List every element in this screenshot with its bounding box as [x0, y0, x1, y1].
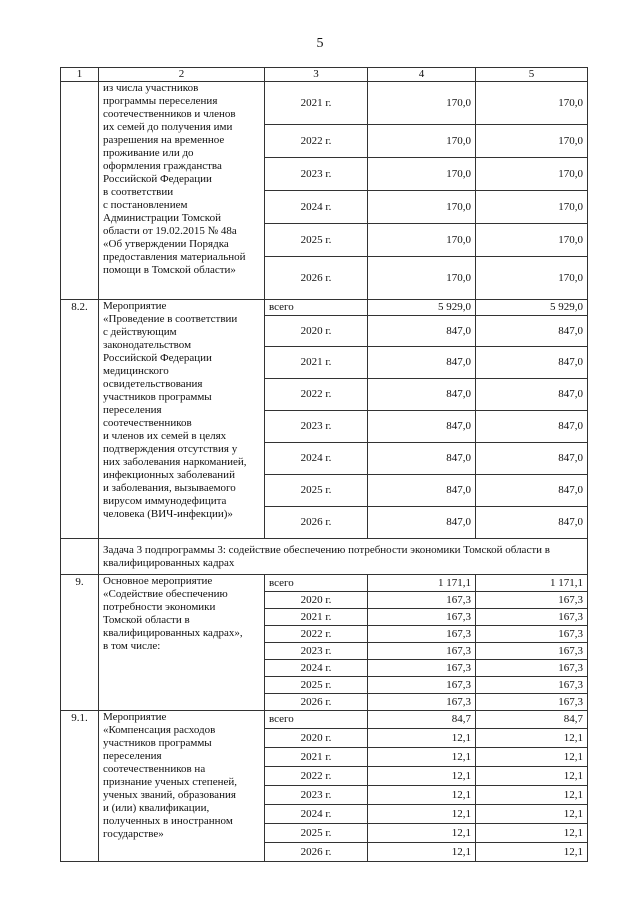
value-cell: 167,3: [476, 677, 588, 694]
value-cell: 12,1: [476, 729, 588, 748]
year-cell: 2022 г.: [265, 125, 368, 158]
table-row: [61, 575, 588, 592]
value-cell: 1 171,1: [476, 575, 588, 592]
value-cell: 170,0: [368, 125, 476, 158]
task-number: [61, 539, 99, 575]
col-header: 3: [265, 68, 368, 82]
value-cell: 167,3: [476, 694, 588, 711]
value-cell: 847,0: [476, 475, 588, 507]
value-cell: 167,3: [476, 592, 588, 609]
value-cell: 170,0: [476, 191, 588, 224]
row-number: 9.: [61, 575, 99, 711]
value-cell: 170,0: [476, 125, 588, 158]
value-cell: 5 929,0: [368, 300, 476, 316]
value-cell: 12,1: [476, 805, 588, 824]
value-cell: 167,3: [368, 626, 476, 643]
value-cell: 847,0: [368, 316, 476, 347]
col-header: 2: [99, 68, 265, 82]
value-cell: 847,0: [476, 379, 588, 411]
value-cell: 167,3: [476, 660, 588, 677]
value-cell: 84,7: [368, 711, 476, 729]
year-cell: 2025 г.: [265, 677, 368, 694]
year-cell: 2024 г.: [265, 660, 368, 677]
value-cell: 170,0: [476, 158, 588, 191]
value-cell: 847,0: [476, 443, 588, 475]
table-row: [61, 82, 588, 125]
value-cell: 847,0: [476, 411, 588, 443]
year-cell: 2021 г.: [265, 82, 368, 125]
year-cell: 2023 г.: [265, 643, 368, 660]
year-cell: 2022 г.: [265, 626, 368, 643]
year-cell: 2025 г.: [265, 475, 368, 507]
value-cell: 167,3: [368, 643, 476, 660]
col-header: 4: [368, 68, 476, 82]
value-cell: 847,0: [368, 443, 476, 475]
value-cell: 170,0: [476, 257, 588, 300]
value-cell: 167,3: [368, 609, 476, 626]
year-cell: 2025 г.: [265, 824, 368, 843]
value-cell: 847,0: [476, 316, 588, 347]
task-heading: Задача 3 подпрограммы 3: содействие обеспечению потребности экономики Томской области в квалифицированных кадрах: [99, 539, 588, 575]
value-cell: 12,1: [476, 843, 588, 862]
value-cell: 84,7: [476, 711, 588, 729]
value-cell: 1 171,1: [368, 575, 476, 592]
year-cell: всего: [265, 575, 368, 592]
value-cell: 170,0: [368, 82, 476, 125]
year-cell: 2021 г.: [265, 609, 368, 626]
value-cell: 12,1: [368, 824, 476, 843]
value-cell: 5 929,0: [476, 300, 588, 316]
year-cell: 2021 г.: [265, 347, 368, 379]
value-cell: 170,0: [368, 224, 476, 257]
value-cell: 167,3: [368, 660, 476, 677]
value-cell: 167,3: [476, 609, 588, 626]
value-cell: 12,1: [476, 748, 588, 767]
year-cell: 2022 г.: [265, 767, 368, 786]
value-cell: 12,1: [476, 767, 588, 786]
value-cell: 847,0: [368, 379, 476, 411]
value-cell: 847,0: [476, 507, 588, 539]
page-number: 5: [316, 36, 324, 51]
year-cell: 2026 г.: [265, 843, 368, 862]
value-cell: 12,1: [368, 786, 476, 805]
value-cell: 847,0: [368, 347, 476, 379]
year-cell: 2020 г.: [265, 316, 368, 347]
value-cell: 167,3: [476, 643, 588, 660]
year-cell: 2026 г.: [265, 257, 368, 300]
year-cell: 2024 г.: [265, 805, 368, 824]
value-cell: 847,0: [368, 507, 476, 539]
value-cell: 12,1: [368, 748, 476, 767]
activity-name: Мероприятие «Проведение в соответствии с действующим законодательством Российской Федерации медицинского освидетельствования участников программы переселения соотечественников и членов их семей в целях подтверждения отсутствия у них заболевания наркоманией, инфекционных заболеваний и заболевания, вызываемого вирусом иммунодефицита человека (ВИЧ-инфекции)»: [99, 300, 265, 539]
value-cell: 847,0: [476, 347, 588, 379]
year-cell: 2021 г.: [265, 748, 368, 767]
value-cell: 170,0: [476, 224, 588, 257]
value-cell: 12,1: [368, 767, 476, 786]
activity-name: из числа участников программы переселения соотечественников и членов их семей до получения ими разрешения на временное проживание или до оформления гражданства Российской Федерации в соответствии с постановлением Администрации Томской области от 19.02.2015 № 48а «Об утверждении Порядка предоставления материальной помощи в Томской области»: [99, 82, 265, 300]
year-cell: 2023 г.: [265, 411, 368, 443]
value-cell: 170,0: [368, 191, 476, 224]
year-cell: 2022 г.: [265, 379, 368, 411]
col-header: 5: [476, 68, 588, 82]
value-cell: 12,1: [476, 786, 588, 805]
row-number: [61, 82, 99, 300]
value-cell: 12,1: [368, 843, 476, 862]
year-cell: 2023 г.: [265, 158, 368, 191]
value-cell: 167,3: [368, 592, 476, 609]
task-heading-row: [61, 539, 588, 575]
table-row: [61, 300, 588, 316]
value-cell: 847,0: [368, 411, 476, 443]
header-row: [61, 68, 588, 82]
value-cell: 170,0: [368, 257, 476, 300]
year-cell: 2020 г.: [265, 729, 368, 748]
value-cell: 170,0: [476, 82, 588, 125]
year-cell: 2024 г.: [265, 443, 368, 475]
table-row: [61, 711, 588, 729]
row-number: 9.1.: [61, 711, 99, 862]
year-cell: 2025 г.: [265, 224, 368, 257]
value-cell: 12,1: [368, 729, 476, 748]
value-cell: 167,3: [476, 626, 588, 643]
year-cell: 2026 г.: [265, 694, 368, 711]
year-cell: всего: [265, 711, 368, 729]
value-cell: 12,1: [368, 805, 476, 824]
value-cell: 167,3: [368, 677, 476, 694]
year-cell: всего: [265, 300, 368, 316]
activity-name: Основное мероприятие «Содействие обеспечению потребности экономики Томской области в квалифицированных кадрах», в том числе:: [99, 575, 265, 711]
row-number: 8.2.: [61, 300, 99, 539]
value-cell: 847,0: [368, 475, 476, 507]
activity-name: Мероприятие «Компенсация расходов участников программы переселения соотечественников на признание ученых степеней, ученых званий, образования и (или) квалификации, полученных в иностранном государстве»: [99, 711, 265, 862]
year-cell: 2026 г.: [265, 507, 368, 539]
year-cell: 2020 г.: [265, 592, 368, 609]
year-cell: 2023 г.: [265, 786, 368, 805]
year-cell: 2024 г.: [265, 191, 368, 224]
program-table: [60, 67, 588, 862]
col-header: 1: [61, 68, 99, 82]
value-cell: 170,0: [368, 158, 476, 191]
value-cell: 167,3: [368, 694, 476, 711]
value-cell: 12,1: [476, 824, 588, 843]
